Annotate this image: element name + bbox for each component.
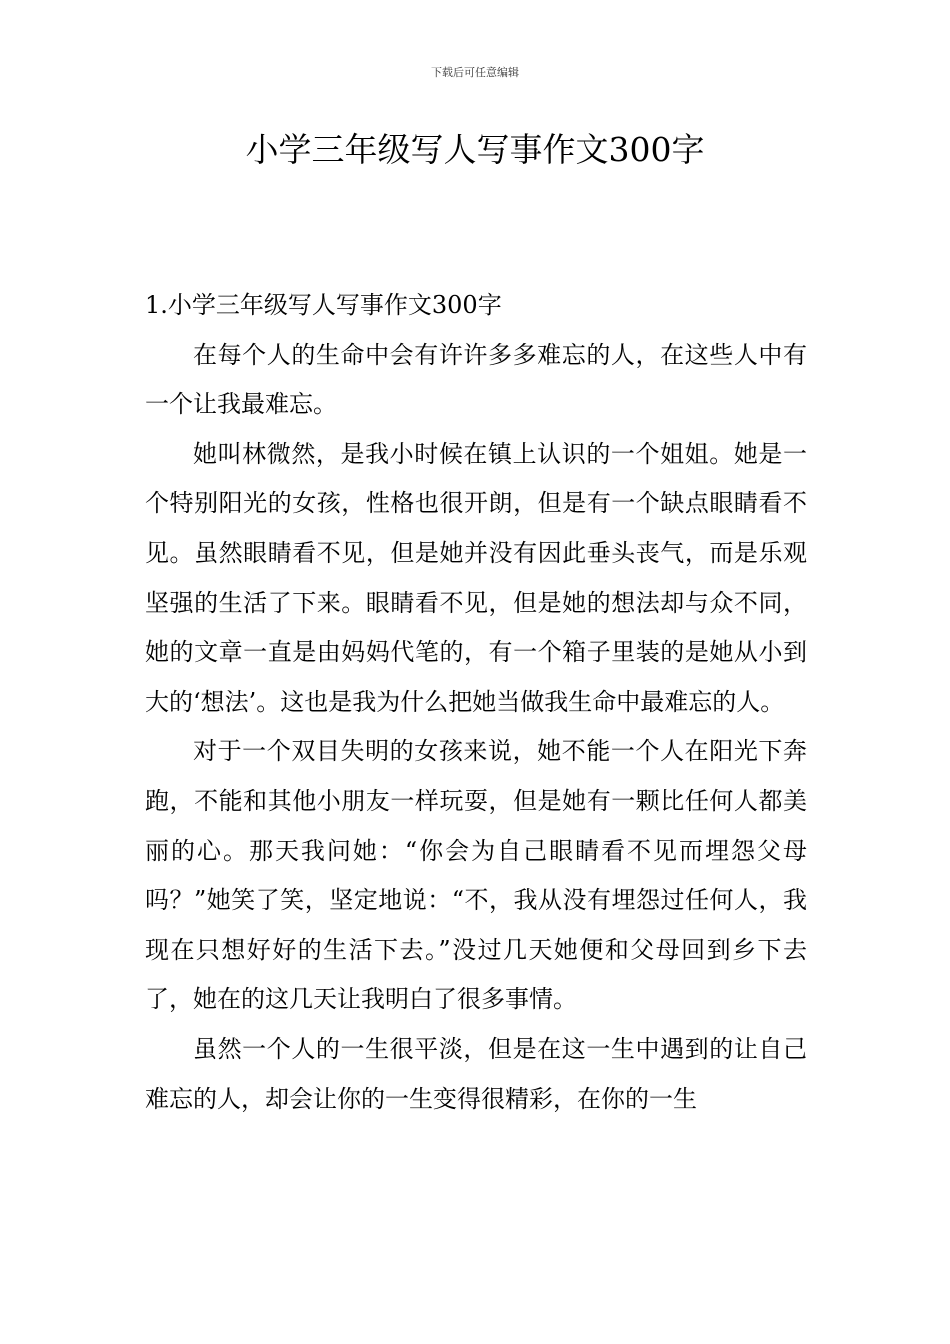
document-title: 小学三年级写人写事作文300字 [245,130,705,169]
paragraph: 虽然一个人的一生很平淡，但是在这一生中遇到的让自己难忘的人，却会让你的一生变得很精彩，在你的一生 [145,1034,807,1113]
document-body [145,281,807,1124]
paragraph: 她叫林微然，是我小时候在镇上认识的一个姐姐。她是一个特别阳光的女孩，性格也很开朗，但是有一个缺点眼睛看不见。虽然眼睛看不见，但是她并没有因此垂头丧气，而是乐观坚强的生活了下来。眼睛看不见，但是她的想法却与众不同，她的文章一直是由妈妈代笔的，有一个箱子里装的是她从小到大的‘想法’。这也是我为什么把她当做我生命中最难忘的人。 [145,439,807,716]
section-heading: 1.小学三年级写人写事作文300字 [145,291,502,319]
header-note: 下载后可任意编辑 [431,66,519,79]
paragraph: 在每个人的生命中会有许许多多难忘的人，在这些人中有一个让我最难忘。 [145,340,807,419]
paragraph: 对于一个双目失明的女孩来说，她不能一个人在阳光下奔跑，不能和其他小朋友一样玩耍，但是她有一颗比任何人都美丽的心。那天我问她：“你会为自己眼睛看不见而埋怨父母吗？”她笑了笑，坚定地说：“不，我从没有埋怨过任何人，我现在只想好好的生活下去。”没过几天她便和父母回到乡下去了，她在的这几天让我明白了很多事情。 [145,737,807,1014]
